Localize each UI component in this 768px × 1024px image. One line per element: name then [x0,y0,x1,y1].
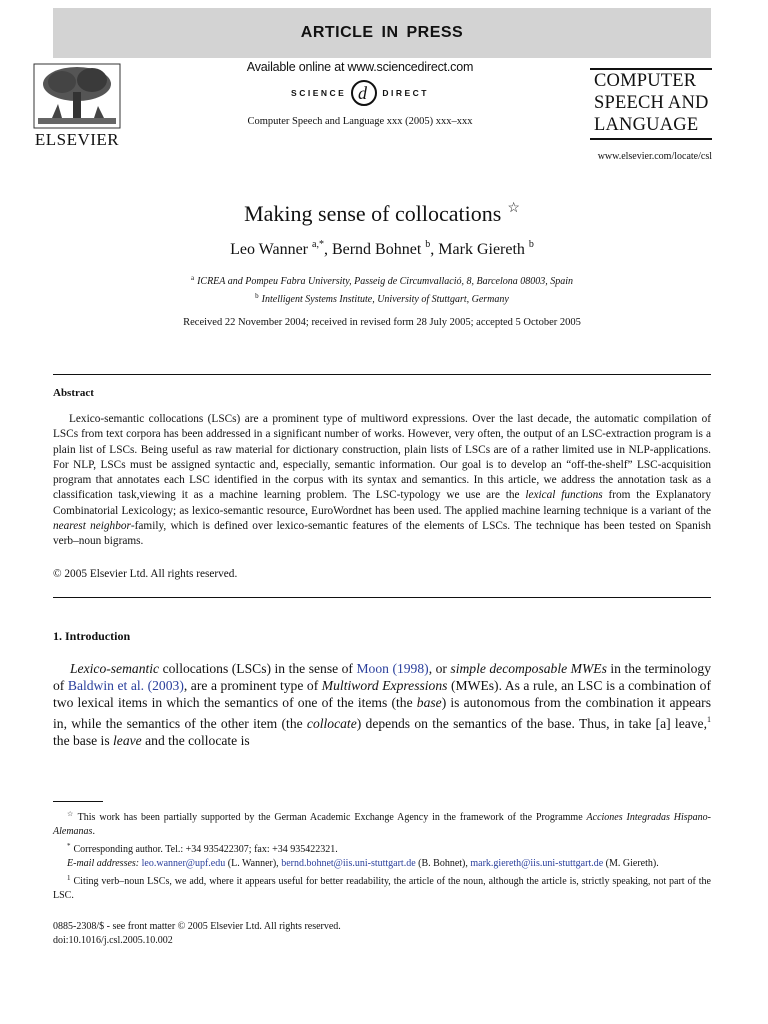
affiliation-mark: b [255,292,259,300]
elsevier-tree-icon [32,62,122,130]
author-affiliation-mark[interactable]: b [528,239,534,250]
sd-left-text: SCIENCE [291,88,347,98]
intro-text: ) depends on the semantics of the base. Thus, in take [a] leave, [356,716,707,731]
intro-text: ) is autonomous from the combination it appears in, while the semantics of the other item (the [53,695,712,731]
affiliation-text: ICREA and Pompeu Fabra University, Passeig de Circumvallació, 8, Barcelona 08003, Spain [197,276,574,287]
sciencedirect-at-icon [349,78,379,108]
affiliations [53,271,711,307]
journal-logo [590,68,712,140]
intro-emphasis: base [416,695,442,710]
footnote-text: Citing verb–noun LSCs, we add, where it appears useful for better readability, the article of the noun, although the article is, strictly speaking, not part of the LSC. [53,876,711,901]
abstract-text-2: from the Explanatory Combinatorial Lexicology; as lexico-semantic resource, EuroWordnet has been used. The applied machine learning technique is a variant of the [53,489,711,517]
author-list: Leo Wanner $^{a,*}$, Bernd Bohnet $^b$, Mark Giereth $^b$ [230,239,534,258]
intro-text: and the collocate is [141,733,250,748]
banner-text: ARTICLE IN PRESS [300,24,464,41]
abstract-emphasis-1: lexical functions [525,489,603,502]
journal-name-line-3: LANGUAGE [594,115,699,135]
intro-text: in the terminology of [53,661,712,693]
bottom-info [53,920,341,948]
footnote-text: (M. Giereth). [603,858,659,869]
journal-citation: Computer Speech and Language xxx (2005) xxx–xxx [247,116,473,127]
email-link[interactable]: mark.giereth@iis.uni-stuttgart.de [470,858,604,869]
paper-title-text: Making sense of collocations [244,201,502,226]
affiliation-mark: a [190,274,195,282]
abstract-body [53,412,711,550]
footnote-text: This work has been partially supported by the German Academic Exchange Agency in the framework of the Programme [77,812,587,823]
footnote-rule [53,801,103,802]
available-online-text: Available online at www.sciencedirect.com [246,60,474,74]
title-star-icon[interactable]: ☆ [507,201,520,216]
journal-name-line-1: COMPUTER [594,71,697,91]
intro-emphasis: Multiword Expressions [321,678,448,693]
title-block [53,200,711,328]
email-label: E-mail addresses: [67,858,140,869]
footnote-emphasis: Acciones Integradas Hispano-Alemanas [53,812,711,837]
intro-emphasis: Lexico-semantic [70,661,160,676]
citation-link[interactable]: Moon (1998) [356,661,429,676]
abstract-text-1: Lexico-semantic collocations (LSCs) are a prominent type of multiword expressions. Over the last decade, the automatic compilation of LSCs from text corpora has been addressed in a significant number of works. However, very often, the output of an LSC-extraction program is a plain list of LSCs. Being useful as raw material for dictionary construction, plain lists of LSCs are of a rather limited use in NLP-applications. For NLP, LSCs must be assigned syntactic and, especially, semantic information. Our goal is to develop an “off-the-shelf” LSC-acquisition program that annotates each LSC identified in the corpus with its syntax and semantics. In this article, we address the annotation task as a classification task,viewing it as a machine learning problem. The LSC-typology we use are the [53,413,711,502]
footnote-mark: ☆ [67,810,75,818]
abstract-emphasis-2: nearest neighbor [53,520,131,533]
article-in-press-banner [53,8,711,58]
intro-text: (MWEs). As a rule, an LSC is a combination of two lexical items in which the semantics of one of the items (the [53,678,711,710]
abstract-text-3: -family, which is defined over lexico-semantic features of the elements of LSCs. The technique has been tested on Spanish verb–noun bigrams. [53,520,712,548]
footnote-mark: 1 [67,874,71,882]
affiliation-a [53,271,711,289]
svg-text:d: d [358,83,368,103]
intro-text: , or [428,661,451,676]
intro-emphasis: simple decomposable MWEs [450,661,607,676]
journal-name-line-2: SPEECH AND [594,93,709,113]
sd-right-text: DIRECT [382,88,429,98]
intro-emphasis: leave [113,733,142,748]
footnote-corresponding [53,839,711,857]
footnote-1 [53,871,711,903]
abstract-top-rule [53,374,711,375]
abstract-heading: Abstract [53,387,94,399]
footnotes [53,807,711,903]
footnote-mark: * [67,842,71,850]
intro-text: , are a prominent type of [183,678,322,693]
intro-text: the base is [53,733,114,748]
doi-line[interactable]: doi:10.1016/j.csl.2005.10.002 [53,935,173,946]
intro-emphasis: collocate [306,716,357,731]
citation-link[interactable]: Baldwin et al. (2003) [67,678,184,693]
sciencedirect-header [180,60,540,127]
email-link[interactable]: leo.wanner@upf.edu [141,858,226,869]
footnote-funding [53,807,711,839]
footnote-emails [53,857,711,871]
footnote-text: . [92,826,95,837]
author-name: Bernd Bohnet [331,241,422,258]
email-link[interactable]: bernd.bohnet@iis.uni-stuttgart.de [281,858,416,869]
author-name: Leo Wanner [230,241,308,258]
received-dates: Received 22 November 2004; received in revised form 28 July 2005; accepted 5 October 2005 [183,317,581,328]
affiliation-text: Intelligent Systems Institute, University of Stuttgart, Germany [261,294,509,305]
section-heading: 1. Introduction [53,629,131,643]
author-name: Mark Giereth [438,241,525,258]
intro-text: collocations (LSCs) in the sense of [159,661,357,676]
footnote-text: (B. Bohnet), [415,858,471,869]
journal-url[interactable]: www.elsevier.com/locate/csl [597,151,712,162]
footnote-text: (L. Wanner), [225,858,282,869]
abstract-copyright: © 2005 Elsevier Ltd. All rights reserved. [53,568,238,580]
footnote-ref[interactable]: 1 [707,715,711,724]
sciencedirect-logo [180,78,540,108]
author-affiliation-mark[interactable]: b [425,239,431,250]
journal-rule-bottom [590,138,712,140]
elsevier-logo [22,62,132,150]
author-affiliation-mark[interactable]: a,* [312,239,324,250]
footnote-text: Corresponding author. Tel.: +34 935422307; fax: +34 935422321. [73,844,338,855]
abstract-bottom-rule [53,597,711,598]
introduction-paragraph [53,660,711,749]
issn-line: 0885-2308/$ - see front matter © 2005 Elsevier Ltd. All rights reserved. [53,921,341,932]
paper-title [53,200,711,227]
affiliation-b [53,289,711,307]
publisher-name: ELSEVIER [34,130,120,149]
